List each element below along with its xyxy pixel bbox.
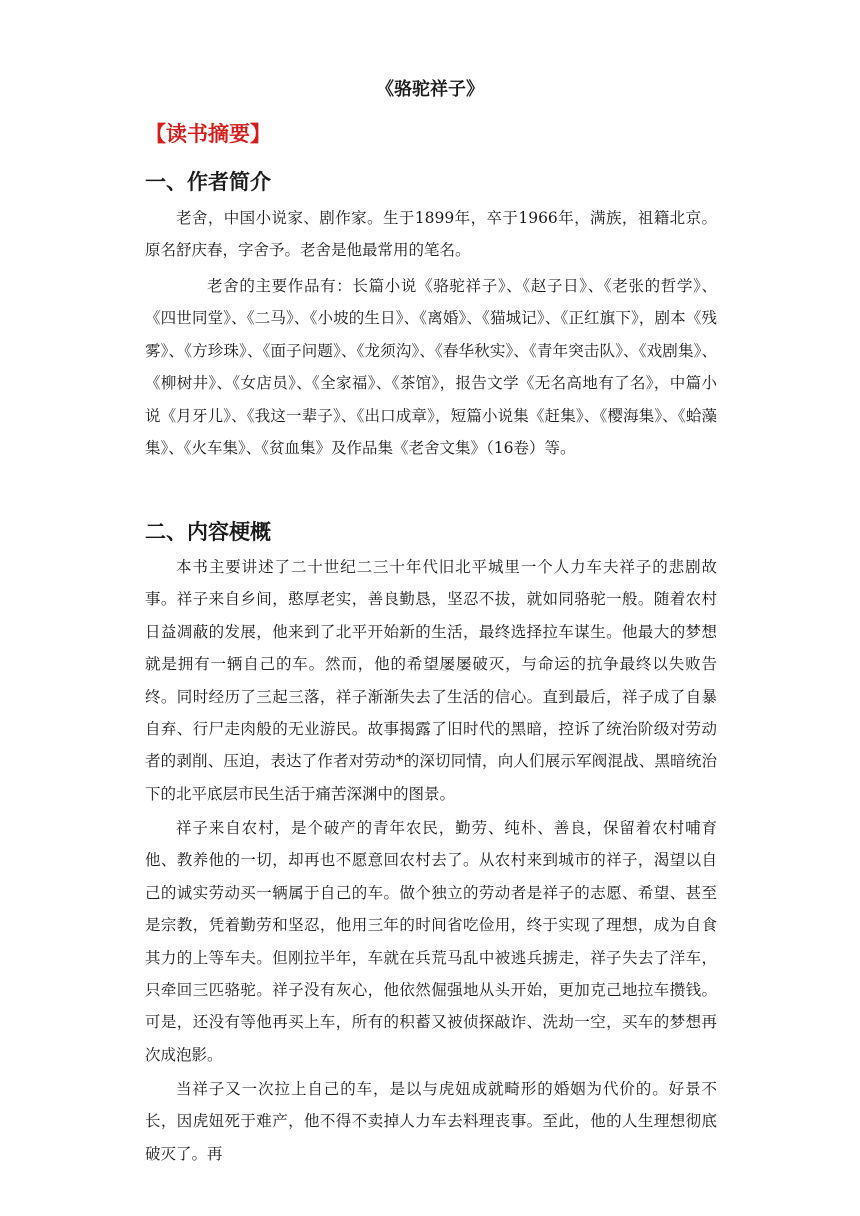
reading-summary-tag: 【读书摘要】 — [145, 122, 271, 146]
author-paragraph-works: 老舍的主要作品有：长篇小说《骆驼祥子》、《赵子日》、《老张的哲学》、《四世同堂》、《二马》、《小坡的生日》、《离婚》、《猫城记》、《正红旗下》，剧本《残雾》、《方珍珠》、《面子问题》、《龙须沟》、《春华秋实》、《青年突击队》、《戏剧集》、《柳树井》、《女店员》、《全家福》、《茶馆》，报告文学《无名高地有了名》，中篇小说《月牙儿》、《我这一辈子》、《出口成章》，短篇小说集《赶集》、《樱海集》、《蛤藻集》、《火车集》、《贫血集》及作品集《老舍文集》（16卷）等。 — [145, 277, 717, 458]
document-title: 《骆驼祥子》 — [376, 79, 484, 100]
section-heading-synopsis: 二、内容梗概 — [145, 520, 271, 544]
author-paragraph-1: 老舍，中国小说家、剧作家。生于1899年，卒于1966年，满族，祖籍北京。原名舒庆春，字舍予。老舍是他最常用的笔名。 — [145, 209, 717, 260]
synopsis-paragraph-1: 本书主要讲述了二十世纪二三十年代旧北平城里一个人力车夫祥子的悲剧故事。祥子来自乡间，憨厚老实，善良勤恳，坚忍不拔，就如同骆驼一般。随着农村日益凋蔽的发展，他来到了北平开始新的生活，最终选择拉车谋生。他最大的梦想就是拥有一辆自己的车。然而，他的希望屡屡破灭，与命运的抗争最终以失败告终。同时经历了三起三落，祥子渐渐失去了生活的信心。直到最后，祥子成了自暴自弃、行尸走肉般的无业游民。故事揭露了旧时代的黑暗，控诉了统治阶级对劳动者的剥削、压迫，表达了作者对劳动*的深切同情，向人们展示军阀混战、黑暗统治下的北平底层市民生活于痛苦深渊中的图景。 — [145, 558, 717, 803]
synopsis-paragraph-2: 祥子来自农村，是个破产的青年农民，勤劳、纯朴、善良，保留着农村哺育他、教养他的一切，却再也不愿意回农村去了。从农村来到城市的祥子，渴望以自己的诚实劳动买一辆属于自己的车。做个独立的劳动者是祥子的志愿、希望、甚至是宗教，凭着勤劳和坚忍，他用三年的时间省吃俭用，终于实现了理想，成为自食其力的上等车夫。但刚拉半年，车就在兵荒马乱中被逃兵掳走，祥子失去了洋车，只牵回三匹骆驼。祥子没有灰心，他依然倔强地从头开始，更加克己地拉车攒钱。可是，还没有等他再买上车，所有的积蓄又被侦探敲诈、洗劫一空，买车的梦想再次成泡影。 — [145, 819, 717, 1064]
synopsis-paragraph-3: 当祥子又一次拉上自己的车，是以与虎妞成就畸形的婚姻为代价的。好景不长，因虎妞死于难产，他不得不卖掉人力车去料理丧事。至此，他的人生理想彻底破灭了。再 — [145, 1080, 717, 1163]
section-heading-author: 一、作者简介 — [145, 170, 271, 194]
